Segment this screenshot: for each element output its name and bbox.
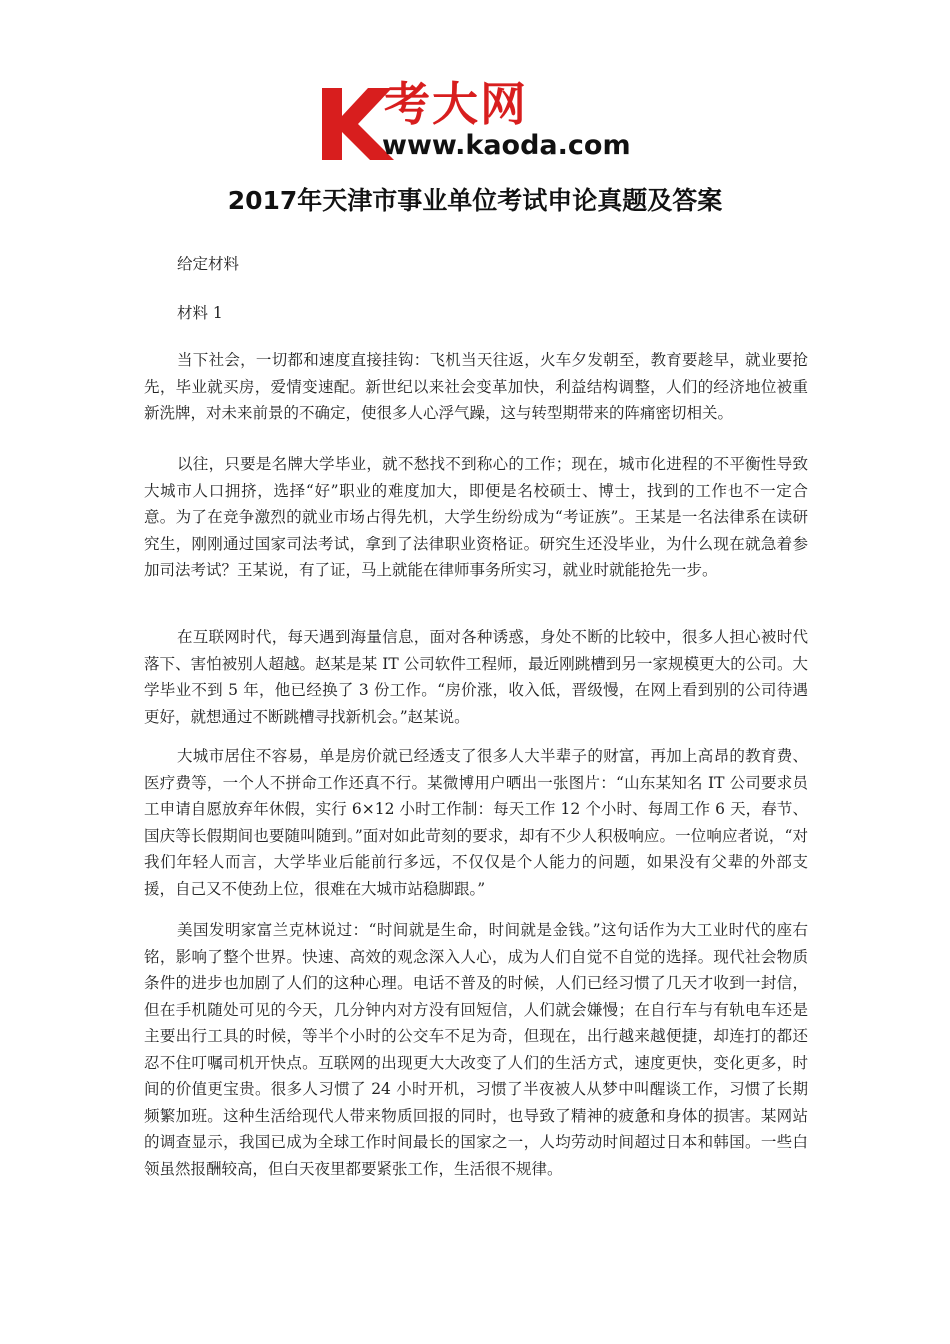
logo-site-url: www.kaoda.com: [382, 130, 631, 161]
paragraph-3: 在互联网时代，每天遇到海量信息，面对各种诱惑，身处不断的比较中，很多人担心被时代落下、害怕被别人超越。赵某是某 IT 公司软件工程师，最近刚跳槽到另一家规模更大的公司。大学毕业不到 5 年，他已经换了 3 份工作。“房价涨，收入低，晋级慢，在网上看到别的公司待遇更好，就想通过不断跳槽寻找新机会。”赵某说。: [144, 628, 808, 726]
document-title: 2017年天津市事业单位考试申论真题及答案: [227, 186, 723, 215]
paragraph-4: 大城市居住不容易，单是房价就已经透支了很多人大半辈子的财富，再加上高昂的教育费、医疗费等，一个人不拼命工作还真不行。某微博用户晒出一张图片：“山东某知名 IT 公司要求员工申请自愿放弃年休假，实行 6×12 小时工作制：每天工作 12 个小时、每周工作 6 天，春节、国庆等长假期间也要随叫随到。”面对如此苛刻的要求，却有不少人积极响应。一位响应者说，“对我们年轻人而言，大学毕业后能前行多远，不仅仅是个人能力的问题，如果没有父辈的外部支援，自己又不使劲上位，很难在大城市站稳脚跟。”: [144, 747, 808, 898]
section-label: 给定材料: [177, 255, 240, 273]
logo-site-name: 考大网: [384, 77, 528, 131]
site-logo[interactable]: [318, 78, 640, 162]
paragraph-1: 当下社会，一切都和速度直接挂钩：飞机当天往返，火车夕发朝至，教育要趁早，就业要抢先，毕业就买房，爱情变速配。新世纪以来社会变革加快，利益结构调整，人们的经济地位被重新洗牌，对未来前景的不确定，使很多人心浮气躁，这与转型期带来的阵痛密切相关。: [144, 351, 808, 422]
paragraph-2: 以往，只要是名牌大学毕业，就不愁找不到称心的工作；现在，城市化进程的不平衡性导致大城市人口拥挤，选择“好”职业的难度加大，即便是名校硕士、博士，找到的工作也不一定合意。为了在竞争激烈的就业市场占得先机，大学生纷纷成为“考证族”。王某是一名法律系在读研究生，刚刚通过国家司法考试，拿到了法律职业资格证。研究生还没毕业，为什么现在就急着参加司法考试？王某说，有了证，马上就能在律师事务所实习，就业时就能抢先一步。: [144, 455, 808, 579]
paragraph-5: 美国发明家富兰克林说过：“时间就是生命，时间就是金钱。”这句话作为大工业时代的座右铭，影响了整个世界。快速、高效的观念深入人心，成为人们自觉不自觉的选择。现代社会物质条件的进步也加剧了人们的这种心理。电话不普及的时候，人们已经习惯了几天才收到一封信，但在手机随处可见的今天，几分钟内对方没有回短信，人们就会嫌慢；在自行车与有轨电车还是主要出行工具的时候，等半个小时的公交车不足为奇，但现在，出行越来越便捷，却连打的都还忍不住叮嘱司机开快点。互联网的出现更大大改变了人们的生活方式，速度更快，变化更多，时间的价值更宝贵。很多人习惯了 24 小时开机，习惯了半夜被人从梦中叫醒谈工作，习惯了长期频繁加班。这种生活给现代人带来物质回报的同时，也导致了精神的疲惫和身体的损害。某网站的调查显示，我国已成为全球工作时间最长的国家之一，人均劳动时间超过日本和韩国。一些白领虽然报酬较高，但白天夜里都要紧张工作，生活很不规律。: [144, 921, 808, 1178]
material-label: 材料 1: [177, 304, 223, 322]
